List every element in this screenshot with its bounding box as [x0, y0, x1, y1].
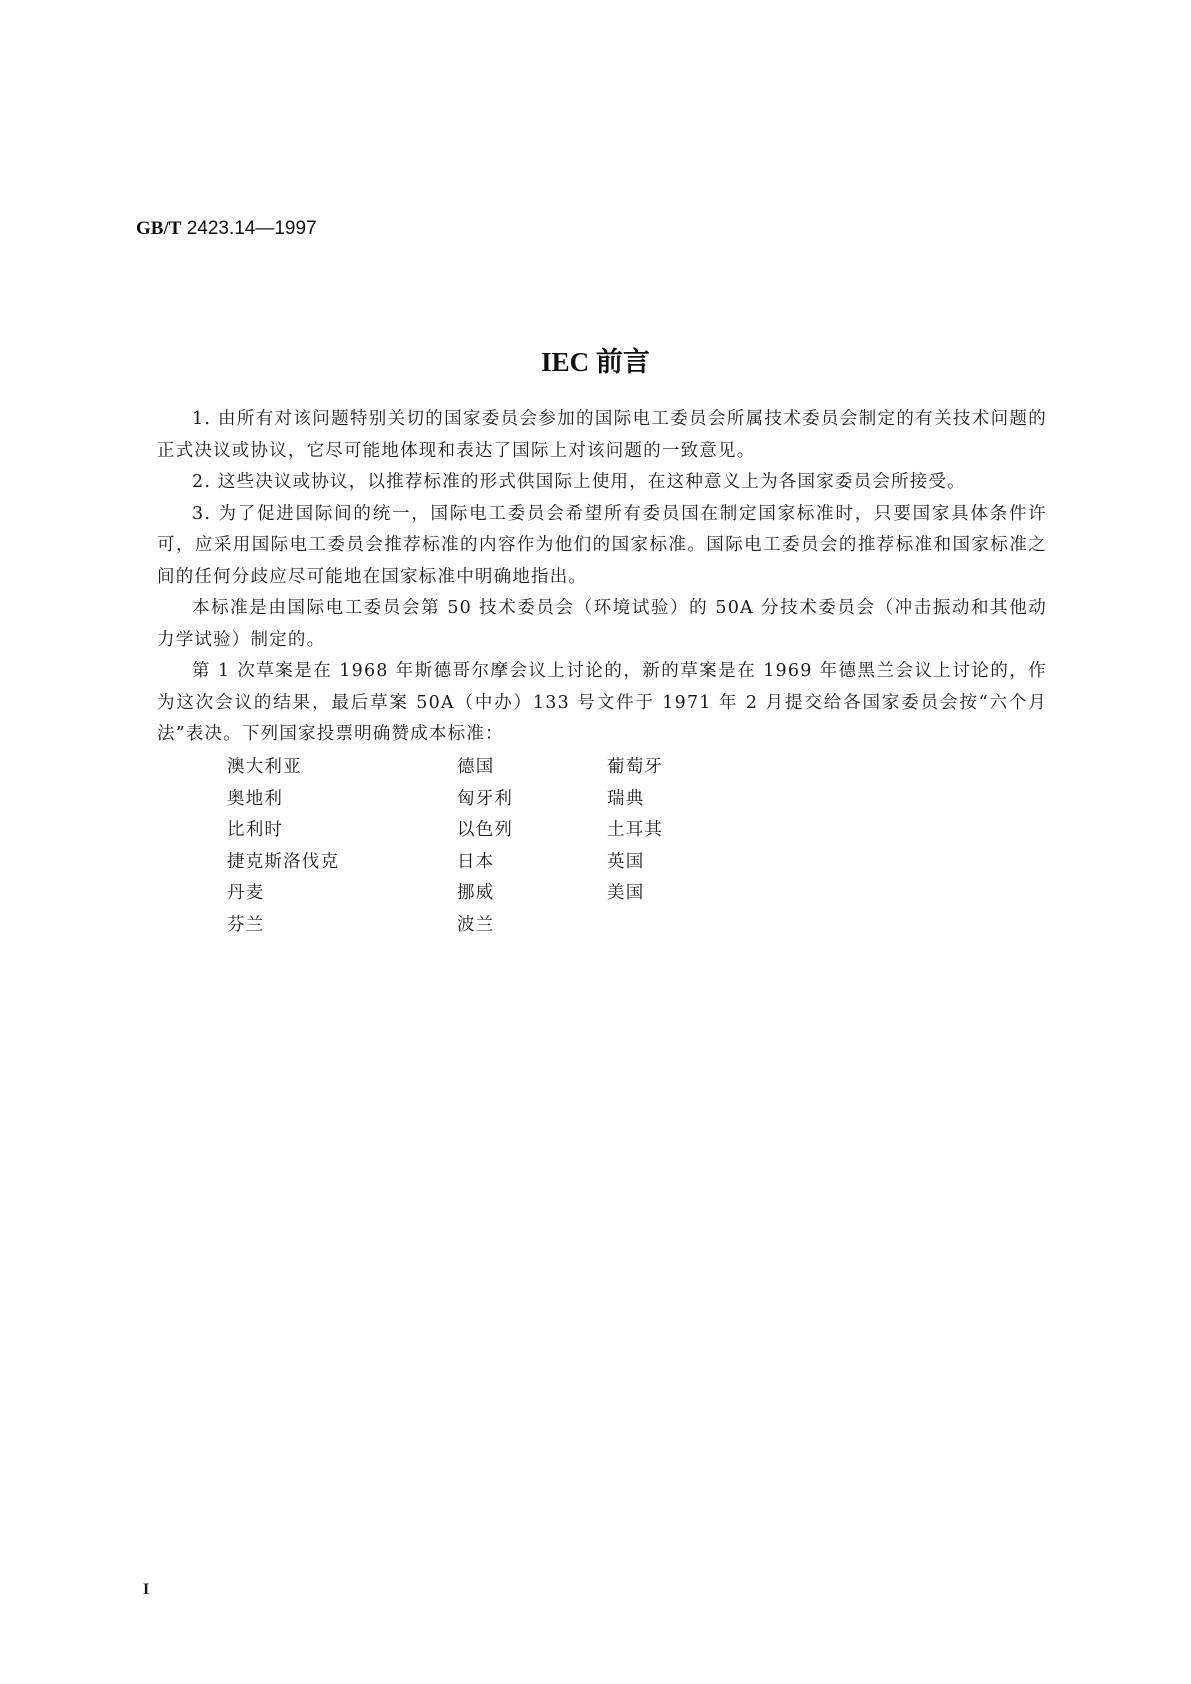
paragraph-3: 3. 为了促进国际间的统一，国际电工委员会希望所有委员国在制定国家标准时，只要国家具体条件许可，应采用国际电工委员会推荐标准的内容作为他们的国家标准。国际电工委员会的推荐标准和国家标准之间的任何分歧应尽可能地在国家标准中明确地指出。 — [157, 503, 1047, 587]
country: 奥地利 — [227, 788, 284, 809]
country-row — [227, 847, 727, 879]
paragraph-1: 1. 由所有对该问题特别关切的国家委员会参加的国际电工委员会所属技术委员会制定的有关技术问题的正式决议或协议，它尽可能地体现和表达了国际上对该问题的一致意见。 — [157, 409, 1047, 461]
paragraph-drafts: 第 1 次草案是在 1968 年斯德哥尔摩会议上讨论的，新的草案是在 1969 年德黑兰会议上讨论的，作为这次会议的结果，最后草案 50A（中办）133 号文件于 1971 年 2 月提交给各国家委员会按“六个月法”表决。下列国家投票明确赞成本标准： — [157, 661, 1047, 744]
country-row — [227, 910, 727, 942]
country-row — [227, 784, 727, 816]
country: 挪威 — [457, 883, 495, 903]
country: 德国 — [457, 757, 495, 777]
country: 瑞典 — [607, 788, 645, 809]
country: 波兰 — [457, 914, 495, 935]
country: 以色列 — [457, 820, 514, 840]
paragraph-origin: 本标准是由国际电工委员会第 50 技术委员会（环境试验）的 50A 分技术委员会（冲击振动和其他动力学试验）制定的。 — [157, 598, 1047, 650]
standard-code — [136, 218, 317, 240]
country: 芬兰 — [227, 914, 265, 935]
country: 葡萄牙 — [607, 757, 664, 777]
country: 英国 — [607, 851, 645, 872]
standard-prefix: GB/T — [136, 218, 182, 239]
foreword-body — [157, 404, 1047, 751]
country-row — [227, 752, 727, 784]
country: 捷克斯洛伐克 — [227, 851, 340, 872]
country: 比利时 — [227, 820, 284, 840]
country: 匈牙利 — [457, 788, 514, 809]
country: 土耳其 — [607, 820, 664, 840]
paragraph-2: 2. 这些决议或协议，以推荐标准的形式供国际上使用，在这种意义上为各国家委员会所接受。 — [192, 472, 966, 492]
country: 丹麦 — [227, 883, 265, 903]
page-number: I — [143, 1581, 150, 1598]
country-row — [227, 878, 727, 910]
country-row — [227, 815, 727, 847]
country — [607, 910, 727, 942]
page-title: IEC 前言 — [541, 347, 650, 377]
country: 美国 — [607, 883, 645, 903]
country: 澳大利亚 — [227, 757, 302, 777]
standard-number: 2423.14—1997 — [186, 218, 317, 239]
country: 日本 — [457, 851, 495, 872]
approving-countries-list — [227, 752, 727, 941]
